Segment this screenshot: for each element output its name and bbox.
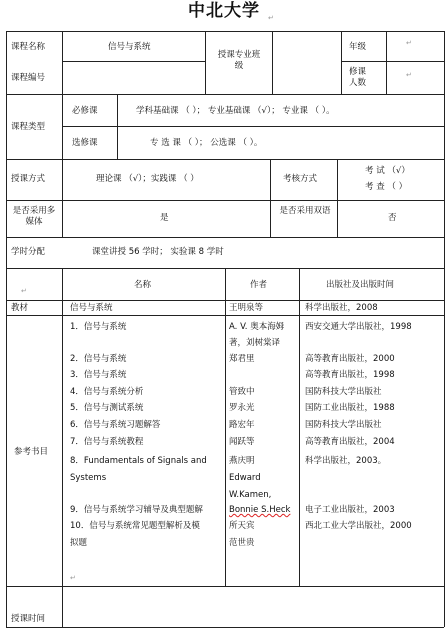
- paragraph-mark-icon: ↵: [406, 39, 412, 47]
- enroll-label: 修课人数: [349, 67, 367, 88]
- list-item: 高等教育出版社，2000: [305, 354, 395, 364]
- compulsory-options: 学科基础课 （ ）； 专业基础课 （√）； 专业课 （ ）。: [136, 106, 335, 116]
- list-item: 罗永光: [229, 403, 255, 413]
- exam-option: 考 试 （√）: [365, 166, 410, 176]
- list-item: 国防科技大学出版社: [305, 387, 382, 397]
- list-item: 6．信号与系统习题解答: [70, 420, 161, 430]
- book-name-header: 名称: [134, 280, 152, 290]
- list-item: 国防科技大学出版社: [305, 420, 382, 430]
- list-item: 高等教育出版社，2004: [305, 437, 395, 447]
- paragraph-mark-icon: ↵: [70, 574, 76, 582]
- teaching-major-label: 授课专业班级: [217, 50, 261, 71]
- list-item: 管致中: [229, 387, 255, 397]
- list-item: 5．信号与测试系统: [70, 403, 144, 413]
- multimedia-value: 是: [160, 213, 169, 223]
- teach-time-label: 授课时间: [11, 614, 46, 624]
- list-item: 1．信号与系统: [70, 322, 127, 332]
- list-item: 路宏年: [229, 420, 255, 430]
- list-item: 电子工业出版社，2003: [305, 505, 395, 515]
- book-publisher-header: 出版社及出版时间: [326, 280, 395, 290]
- bilingual-value: 否: [388, 213, 397, 223]
- course-type-label: 课程类型: [11, 122, 46, 132]
- textbook-publisher: 科学出版社，2008: [305, 303, 378, 313]
- course-no-label: 课程编号: [11, 73, 46, 83]
- list-item: 燕庆明: [229, 456, 255, 466]
- list-item: 著，刘树棠译: [229, 338, 281, 348]
- list-item: 西安交通大学出版社，1998: [305, 322, 412, 332]
- textbook-author: 王明泉等: [229, 303, 264, 313]
- course-name-value: 信号与系统: [108, 42, 151, 52]
- paragraph-mark-icon: ↵: [406, 71, 412, 79]
- list-item: 4．信号与系统分析: [70, 387, 144, 397]
- list-item: 范世贵: [229, 538, 255, 548]
- list-item: Systems: [70, 473, 107, 483]
- list-item: 国防工业出版社，1988: [305, 403, 395, 413]
- list-item: 所天宾: [229, 521, 255, 531]
- list-item: 拟题: [70, 538, 88, 548]
- list-item: Bonnie S.Heck: [229, 505, 291, 515]
- elective-label: 选修课: [72, 138, 98, 148]
- list-item: 闻跃等: [229, 437, 255, 447]
- hours-text: 课堂讲授 56 学时； 实验课 8 学时: [92, 247, 224, 257]
- list-item: W.Kamen,: [229, 490, 272, 500]
- list-item: A. V. 奥本海姆: [229, 322, 285, 332]
- list-item: 10．信号与系统常见题型解析及模: [70, 521, 200, 531]
- elective-options: 专 选 课 （ ）； 公选课 （ ）。: [150, 138, 263, 148]
- teach-mode-label: 授课方式: [11, 174, 46, 184]
- hours-label: 学时分配: [11, 247, 46, 257]
- list-item: 7．信号与系统教程: [70, 437, 144, 447]
- multimedia-label: 是否采用多媒体: [12, 206, 56, 227]
- list-item: 3．信号与系统: [70, 370, 127, 380]
- list-item: 2．信号与系统: [70, 354, 127, 364]
- bilingual-label: 是否采用双语: [279, 206, 331, 216]
- list-item: 高等教育出版社，1998: [305, 370, 395, 380]
- grade-label: 年级: [349, 42, 367, 52]
- book-author-header: 作者: [250, 280, 268, 290]
- assess-label: 考核方式: [283, 174, 318, 184]
- page-title: 中北大学: [188, 1, 260, 21]
- list-item: 8．Fundamentals of Signals and: [70, 456, 207, 466]
- list-item: Edward: [229, 473, 261, 483]
- list-item: 郑君里: [229, 354, 255, 364]
- paragraph-mark-icon: ↵: [21, 287, 27, 295]
- textbook-label: 教材: [11, 303, 29, 313]
- list-item: 9．信号与系统学习辅导及典型题解: [70, 505, 203, 515]
- check-option: 考 查 （ ）: [365, 182, 408, 192]
- textbook-name: 信号与系统: [70, 303, 113, 313]
- ref-label: 参考书目: [14, 447, 49, 457]
- list-item: 科学出版社，2003。: [305, 456, 387, 466]
- course-name-label: 课程名称: [11, 42, 46, 52]
- compulsory-label: 必修课: [72, 106, 98, 116]
- paragraph-mark-icon: ↵: [268, 14, 274, 22]
- list-item: 西北工业大学出版社，2000: [305, 521, 412, 531]
- teach-mode-options: 理论课 （√）；实践课 （ ）: [96, 174, 199, 184]
